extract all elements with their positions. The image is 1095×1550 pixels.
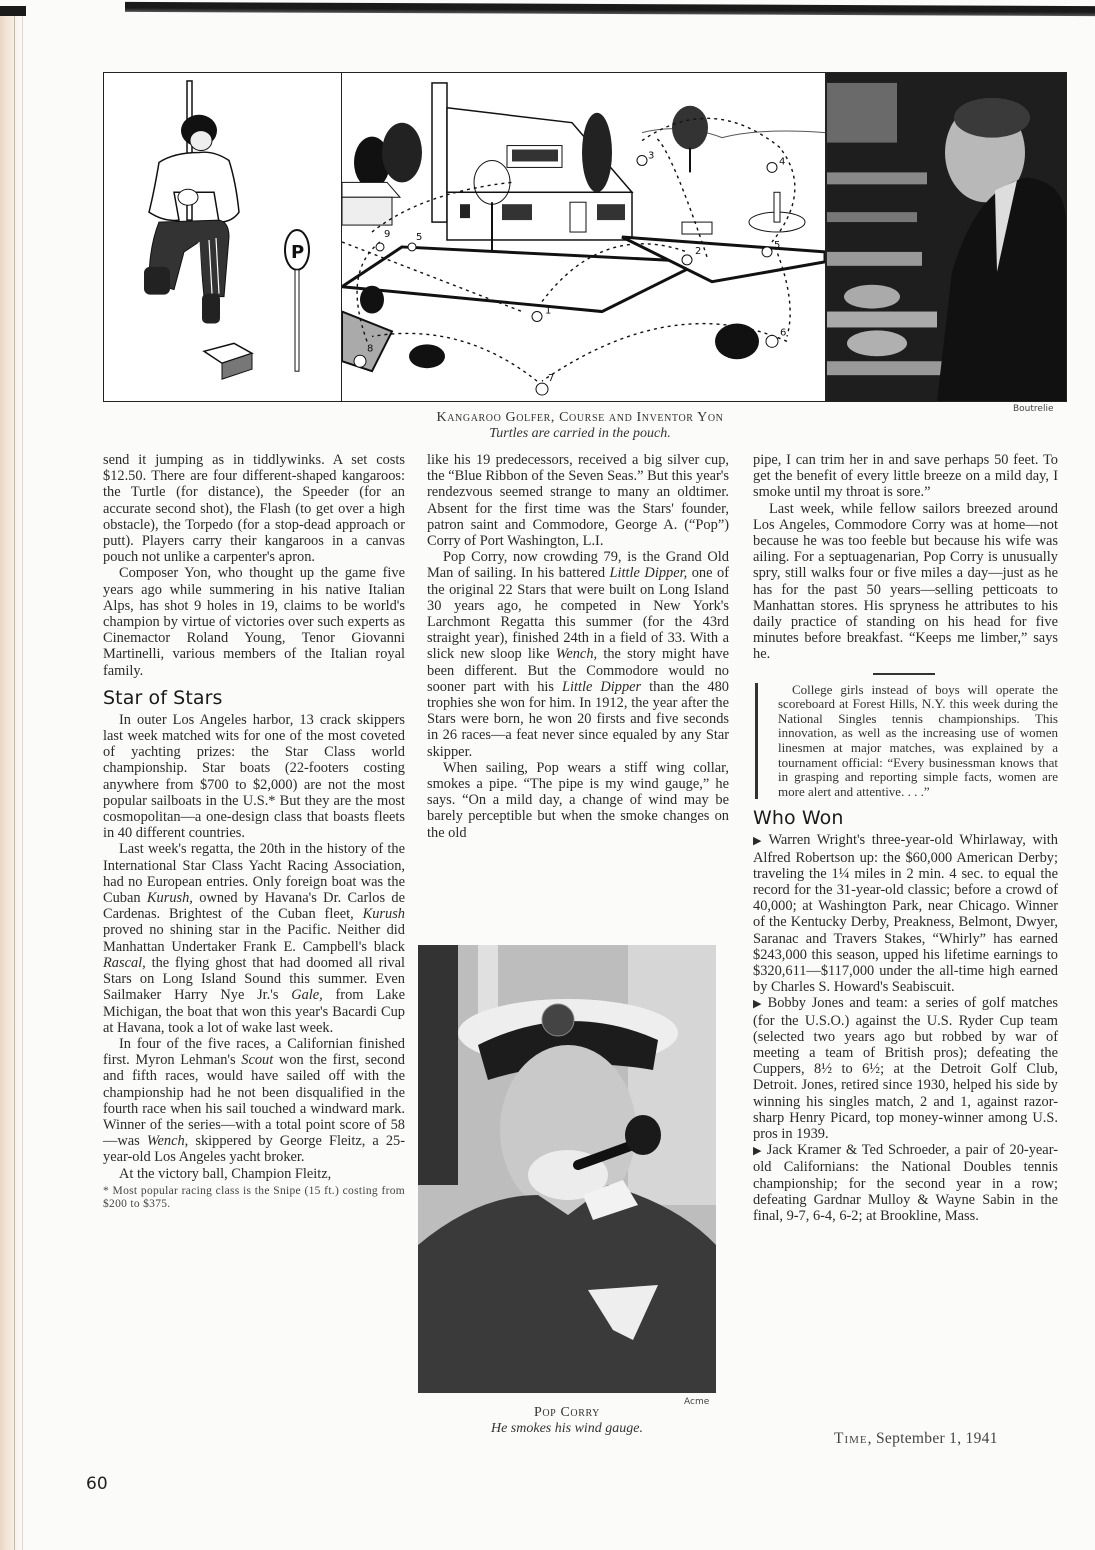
who-won-item: [753, 995, 1058, 1142]
pop-corry-photo: [418, 945, 716, 1393]
svg-text:1: 1: [545, 305, 552, 317]
magazine-name: Time: [834, 1430, 868, 1447]
article-paragraph: [103, 841, 405, 1035]
sidebar-note: [755, 683, 1058, 800]
svg-text:5: 5: [416, 232, 423, 243]
photo-credit-boutrelie: Boutrelie: [1013, 404, 1054, 414]
article-paragraph: [427, 549, 729, 760]
boat-name: Gale,: [291, 987, 323, 1004]
article-paragraph: In outer Los Angeles harbor, 13 crack skippers last week matched wits for one of the most coveted of yachting prizes: the Star Class world championship. Star boats (22-footers costing anywhere from $700 to $2,000) are not the most popular sailboats in the U.S.* But they are the most cosmopolitan—a one-design class that boasts fleets in 40 different countries.: [103, 711, 405, 842]
article-paragraph: send it jumping as in tiddlywinks. A set costs $12.50. There are four different-shaped kangaroos: the Turtle (for distance), the Speeder (for an accurate second shot), the Flash (to get over a high obstacle), the Torpedo (for a stop-dead approach or putt). Players carry their kangaroos in a canvas pouch not unlike a carpenter's apron.: [103, 452, 405, 566]
inventor-yon-photo: [827, 73, 1066, 401]
svg-text:P: P: [291, 241, 305, 263]
caption-title: Pop Corry: [533, 1405, 601, 1420]
boat-name: Little Dipper,: [609, 565, 688, 582]
issue-footer: [834, 1430, 998, 1448]
article-paragraph: like his 19 predecessors, received a big silver cup, the “Blue Ribbon of the Seven Seas.” But this year's rendezvous seemed strange to many an oldtimer. Absent for the first time was the Stars' founder, patron saint and Commodore, George A. (“Pop”) Corry of Port Washington, L.I.: [427, 452, 729, 550]
who-won-item-text: Warren Wright's three-year-old Whirlaway, with Alfred Robertson up: the $60,000 American Derby; traveling the 1¼ miles in 2 min. 4 sec. to equal the record for the 31-year-old classic; before a crowd of 40,000; at Washington Park, near Chicago. Winner of the Kentucky Derby, Preakness, Belmont, Dwyer, Saranac and Travers Stakes, “Whirly” has earned $243,000 this season, upped his lifetime earnings to $320,611—$117,000 under the all-time high earned by Charles S. Howard's Seabiscuit.: [753, 832, 1058, 996]
who-won-item-text: Bobby Jones and team: a series of golf matches (for the U.S.O.) against the U.S. Ryder Cup team (selected two years ago but robbed by war of meeting a team of British pros); defeating the Cuppers, 8½ to 6½; at the Detroit Golf Club, Detroit. Jones, retired since 1930, helped his side by winning his singles match, 2 and 1, against razor-sharp Henry Picard, top money-winner among U.S. pros in 1939.: [753, 995, 1058, 1143]
text-run: one of the original 22 Stars that were built on Long Island 30 years ago, he competed in New York's Larchmont Regatta this summer (for the 43rd straight year), finished 24th in a field of 33. With a slick new sloop like: [427, 565, 729, 663]
text-run: Last week's regatta, the 20th in the history of the International Star Class Yacht Racing Association, had no European entries. Only foreign boat was the Cuban: [103, 841, 405, 907]
issue-date: , September 1, 1941: [867, 1430, 998, 1447]
text-run: from Lake Michigan, the boat that won this year's Bacardi Cup at Havana, took a lot of wake last week.: [103, 987, 405, 1036]
text-run: the flying ghost that had doomed all rival Stars on Long Island Sound this summer. Even Sailmaker Harry Nye Jr.'s: [103, 954, 405, 1004]
article-paragraph: Composer Yon, who thought up the game five years ago while summering in his native Italian Alps, has shot 9 holes in 19, claims to be world's champion by virtue of victories over such experts as Cinemactor Roland Young, Tenor Giovanni Martinelli, various members of the Italian royal family.: [103, 565, 405, 679]
top-strip-caption: [330, 410, 830, 442]
article-paragraph: At the victory ball, Champion Fleitz,: [119, 1165, 332, 1182]
text-run: skippered by George Fleitz, a 25-year-old Los Angeles yacht broker.: [103, 1133, 406, 1166]
boat-name: Wench,: [555, 646, 598, 663]
triangle-bullet-icon: ▶: [753, 997, 764, 1011]
who-won-item-text: Jack Kramer & Ted Schroeder, a pair of 20-year-old Californians: the National Doubles tennis championship; for the second year in a row; defeating Gardnar Mulloy & Wayne Sabin in the final, 9-7, 6-4, 6-2; at Brookline, Mass.: [753, 1142, 1058, 1225]
spine-edge: [14, 16, 15, 1550]
triangle-bullet-icon: ▶: [753, 834, 765, 848]
section-headline-star-of-stars: Star of Stars: [103, 686, 223, 709]
svg-text:9: 9: [384, 229, 391, 240]
text-run: won the first, second and fifth races, would have sailed off with the championship had he not been disqualified in the fourth race when his sail touched a windward mark. Winner of the series—with a total point score of 58—was: [103, 1052, 406, 1150]
svg-text:5: 5: [774, 239, 781, 251]
footnote: [103, 1185, 405, 1211]
article-paragraph: pipe, I can trim her in and save perhaps 50 feet. To get the benefit of every little breeze on a mild day, I smoke until my throat is sore.”: [753, 452, 1058, 501]
svg-text:6: 6: [780, 327, 787, 339]
text-run: proved no shining star in the Pacific. Neither did Manhattan Undertaker Frank E. Campbell's black: [103, 922, 405, 955]
kangaroo-golfer-illustration: [104, 73, 342, 401]
boat-name: Kurush: [362, 906, 405, 923]
footnote-text: * Most popular racing class is the Snipe (15 ft.) costing from $200 to $375.: [103, 1184, 405, 1210]
boat-name: Wench,: [146, 1133, 189, 1150]
who-won-item: [753, 1142, 1058, 1224]
text-run: owned by Havana's Dr. Carlos de Cardenas. Brightest of the Cuban fleet,: [103, 890, 406, 923]
boat-name: Scout: [241, 1052, 274, 1069]
top-rule: [125, 2, 1095, 16]
section-divider: [873, 673, 935, 675]
top-illustration-strip: [103, 72, 1067, 402]
pop-corry-caption: [418, 1405, 716, 1437]
svg-text:3: 3: [648, 150, 655, 162]
boat-name: Little Dipper: [562, 678, 642, 695]
section-headline-who-won: Who Won: [753, 807, 844, 830]
text-run: Pop Corry, now crowding 79, is the Grand Old Man of sailing. In his battered: [427, 549, 729, 582]
svg-text:2: 2: [695, 245, 702, 257]
page-number: 60: [86, 1474, 108, 1494]
photo-credit-acme: Acme: [684, 1397, 710, 1407]
caption-subtitle: He smokes his wind gauge.: [490, 1421, 644, 1436]
caption-subtitle: Turtles are carried in the pouch.: [489, 426, 671, 441]
text-run: In four of the five races, a Californian finished first. Myron Lehman's: [103, 1035, 405, 1069]
garden-course-illustration: [342, 73, 827, 401]
boat-name: Kurush,: [146, 890, 193, 907]
svg-text:4: 4: [779, 156, 786, 168]
column-3: [753, 452, 1058, 1224]
text-run: than the 480 trophies she won for him. In 1912, the year after the Stars were born, he won 20 firsts and five seconds in 26 races—a feat never since equaled by any Star skipper.: [427, 678, 729, 760]
boat-name: Rascal,: [103, 954, 146, 971]
page-spine: [0, 16, 23, 1550]
caption-title: Kangaroo Golfer, Course and Inventor Yon: [436, 410, 724, 425]
svg-text:8: 8: [367, 343, 374, 355]
article-paragraph: Last week, while fellow sailors breezed around Los Angeles, Commodore Corry was at home—not because he was too feeble but because his wife was ailing. For a septuagenarian, Pop Corry is unusually spry, still walks four or five miles a day—just as he has for the past 50 years—selling petticoats to Manhattan stores. His spryness he attributes to his daily practice of standing on his head for five minutes before breakfast. “Keeps me limber,” says he.: [753, 500, 1058, 663]
who-won-item: [753, 832, 1058, 995]
svg-text:7: 7: [548, 373, 555, 385]
column-1: [103, 452, 405, 1211]
article-paragraph: [103, 1036, 405, 1166]
top-rule-left: [0, 6, 26, 16]
sidebar-note-text: College girls instead of boys will operate the scoreboard at Forest Hills, N.Y. this week during the National Singles tennis championships. This innovation, as well as the increasing use of women linesmen at major matches, was explained by a tournament official: “Every businessman knows that in grasping and reporting simple facts, women are more alert and attentive. . . .”: [778, 681, 1058, 799]
article-paragraph: When sailing, Pop wears a stiff wing collar, smokes a pipe. “The pipe is my wind gauge,” he says. “On a mild day, a change of wind may be barely perceptible but when the smoke changes on the old: [427, 759, 729, 841]
triangle-bullet-icon: ▶: [753, 1144, 763, 1158]
text-run: the story might have been different. But the Commodore would no sooner part with his: [427, 646, 729, 695]
column-2: [427, 452, 729, 841]
